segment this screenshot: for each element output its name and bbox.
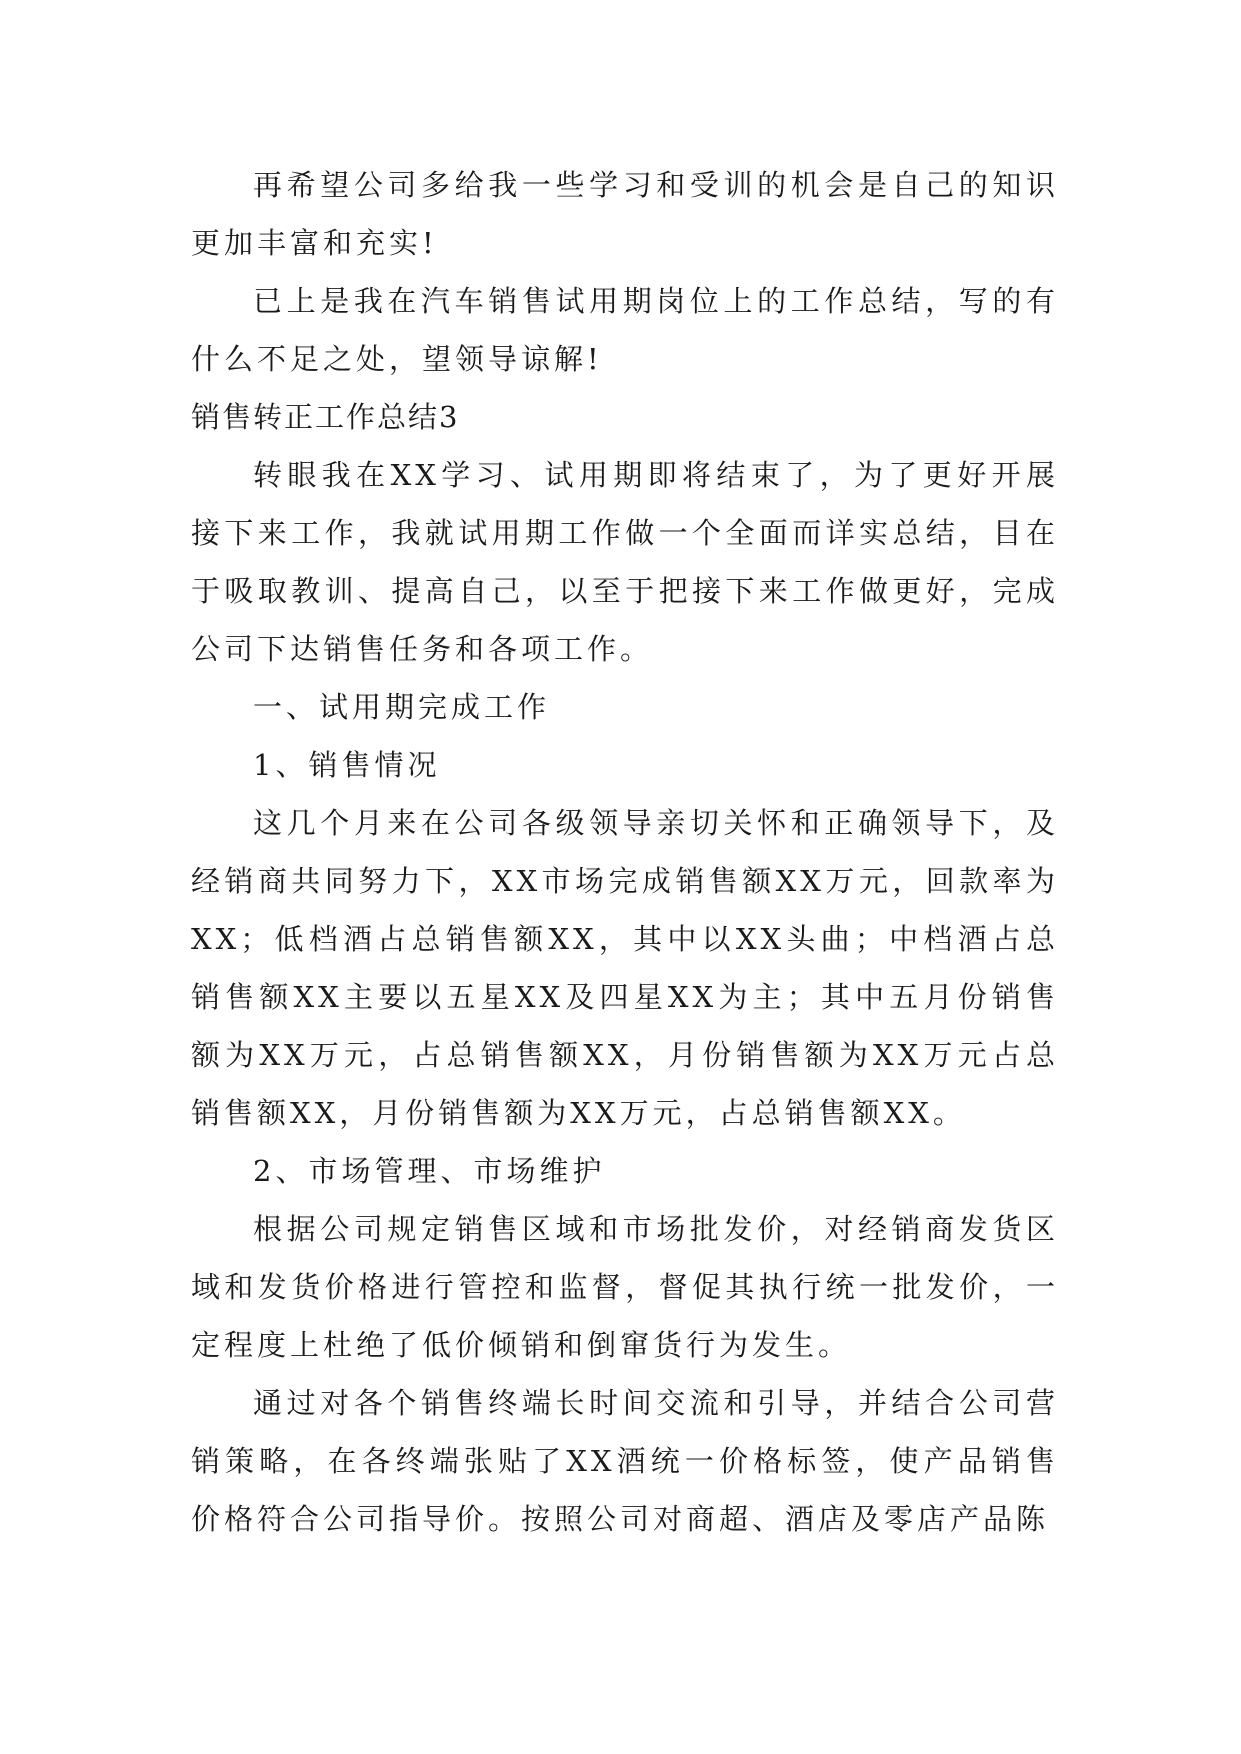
document-body — [191, 156, 1059, 1548]
subheading-sales-status: 1、销售情况 — [253, 748, 441, 782]
paragraph-price-control: 根据公司规定销售区域和市场批发价，对经销商发货区域和发货价格进行管控和监督，督促其执行统一批发价，一定程度上杜绝了低价倾销和倒窜货行为发生。 — [191, 1212, 1059, 1362]
paragraph-sales-figures: 这几个月来在公司各级领导亲切关怀和正确领导下，及经销商共同努力下，XX市场完成销售额XX万元，回款率为XX；低档酒占总销售额XX，其中以XX头曲；中档酒占总销售额XX主要以五星XX及四星XX为主；其中五月份销售额为XX万元，占总销售额XX，月份销售额为XX万元占总销售额XX，月份销售额为XX万元，占总销售额XX。 — [191, 806, 1059, 1130]
subheading-completed-work: 一、试用期完成工作 — [253, 690, 551, 724]
paragraph-terminal-guidance: 通过对各个销售终端长时间交流和引导，并结合公司营销策略，在各终端张贴了XX酒统一价格标签，使产品销售价格符合公司指导价。按照公司对商超、酒店及零店产品陈 — [191, 1386, 1059, 1536]
subheading-market-management: 2、市场管理、市场维护 — [253, 1154, 606, 1188]
paragraph-intro: 转眼我在XX学习、试用期即将结束了，为了更好开展接下来工作，我就试用期工作做一个全面而详实总结，目在于吸取教训、提高自己，以至于把接下来工作做更好，完成公司下达销售任务和各项工作。 — [191, 458, 1059, 666]
paragraph-learning-wish: 再希望公司多给我一些学习和受训的机会是自己的知识更加丰富和充实! — [191, 168, 1059, 260]
paragraph-closing: 已上是我在汽车销售试用期岗位上的工作总结，写的有什么不足之处，望领导谅解! — [191, 284, 1059, 376]
section-title: 销售转正工作总结3 — [191, 400, 460, 434]
